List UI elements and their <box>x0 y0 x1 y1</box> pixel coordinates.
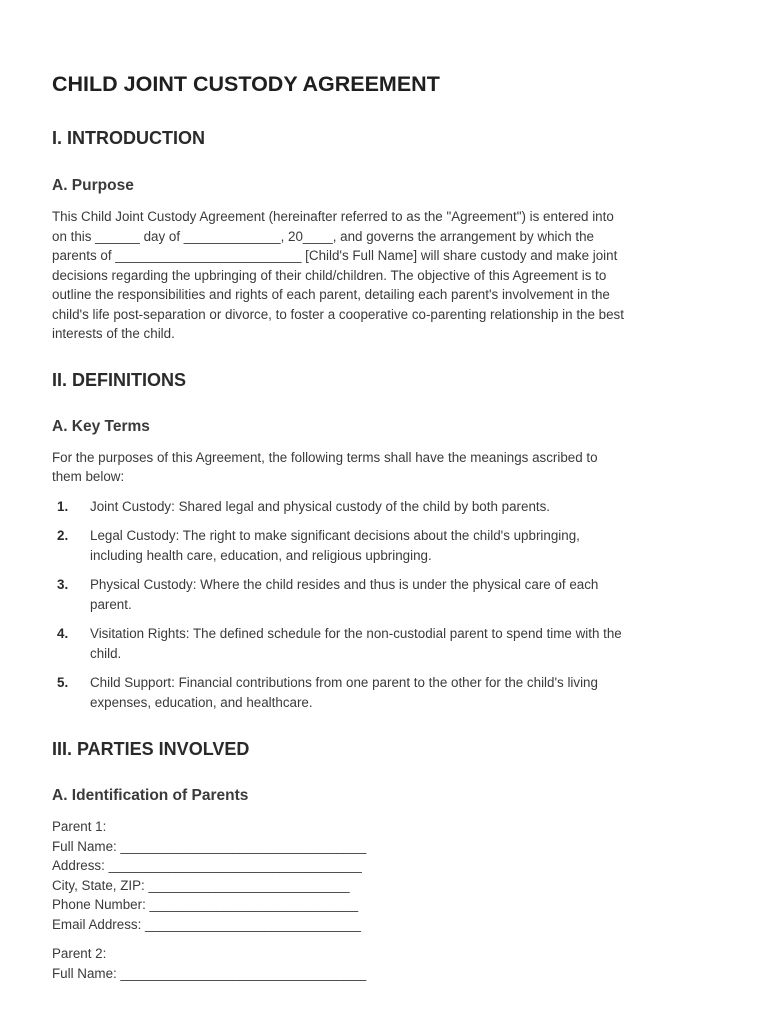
list-item-line: Legal Custody: The right to make significant decisions about the child's upbringing, <box>90 528 580 543</box>
list-item-number: 1. <box>57 498 69 514</box>
subheading-identification: A. Identification of Parents <box>52 787 249 804</box>
purpose-line: decisions regarding the upbringing of their child/children. The objective of this Agreement is to <box>52 267 607 283</box>
list-item-line: including health care, education, and religious upbringing. <box>90 547 432 563</box>
list-item <box>52 624 722 663</box>
section-heading-parties: III. PARTIES INVOLVED <box>52 739 250 759</box>
list-item-number: 4. <box>57 626 69 641</box>
purpose-line: child's life post-separation or divorce, to foster a cooperative co-parenting relationship in the best <box>52 306 624 322</box>
parent1-block <box>52 817 722 934</box>
list-item-number: 3. <box>57 577 69 592</box>
list-item-line: Joint Custody: Shared legal and physical custody of the child by both parents. <box>90 498 551 514</box>
parent1-full-name-field: Full Name: _________________________________ <box>52 838 367 854</box>
key-terms-intro-line: For the purposes of this Agreement, the following terms shall have the meanings ascribed to <box>52 449 598 465</box>
key-terms-intro-line: them below: <box>52 469 125 484</box>
parent1-phone-field: Phone Number: ____________________________ <box>52 897 359 912</box>
purpose-line: This Child Joint Custody Agreement (hereinafter referred to as the "Agreement") is entered into <box>52 209 614 224</box>
list-item-number: 5. <box>57 675 69 690</box>
subheading-key-terms: A. Key Terms <box>52 417 150 435</box>
parent1-city-state-zip-field: City, State, ZIP: ___________________________ <box>52 877 350 893</box>
parent1-email-field: Email Address: _____________________________ <box>52 916 361 932</box>
purpose-line: on this ______ day of _____________, 20____, and governs the arrangement by which the <box>52 228 594 244</box>
purpose-line: parents of _________________________ [Child's Full Name] will share custody and make joint <box>52 248 618 263</box>
list-item-line: Physical Custody: Where the child resides and thus is under the physical care of each <box>90 577 599 592</box>
list-item-number: 2. <box>57 528 69 543</box>
parent1-address-field: Address: __________________________________ <box>52 858 362 873</box>
list-item <box>52 673 722 712</box>
purpose-line: outline the responsibilities and rights of each parent, detailing each parent's involvement in the <box>52 287 610 302</box>
list-item-line: expenses, education, and healthcare. <box>90 694 313 710</box>
list-item-line: child. <box>90 645 122 661</box>
parent2-full-name-field: Full Name: _________________________________ <box>52 965 367 981</box>
list-item <box>52 575 722 614</box>
subheading-purpose: A. Purpose <box>52 177 134 194</box>
parent1-label: Parent 1: <box>52 819 107 834</box>
purpose-paragraph <box>52 207 722 344</box>
list-item <box>52 497 722 517</box>
list-item-text <box>90 497 722 517</box>
list-item-line: Child Support: Financial contributions from one parent to the other for the child's living <box>90 675 598 690</box>
list-item-text <box>90 624 722 663</box>
list-item-line: Visitation Rights: The defined schedule for the non-custodial parent to spend time with the <box>90 626 622 641</box>
list-item-text <box>90 526 722 565</box>
list-item-text <box>90 575 722 614</box>
section-heading-definitions: II. DEFINITIONS <box>52 369 187 390</box>
key-terms-intro <box>52 448 722 487</box>
list-item-line: parent. <box>90 596 132 612</box>
key-terms-list <box>52 497 722 713</box>
list-item-text <box>90 673 722 712</box>
purpose-line: interests of the child. <box>52 326 175 341</box>
parent2-label: Parent 2: <box>52 946 107 961</box>
list-item <box>52 526 722 565</box>
section-heading-introduction: I. INTRODUCTION <box>52 128 205 148</box>
document-page <box>52 70 722 983</box>
parent2-block <box>52 944 722 983</box>
document-title: CHILD JOINT CUSTODY AGREEMENT <box>52 72 440 96</box>
